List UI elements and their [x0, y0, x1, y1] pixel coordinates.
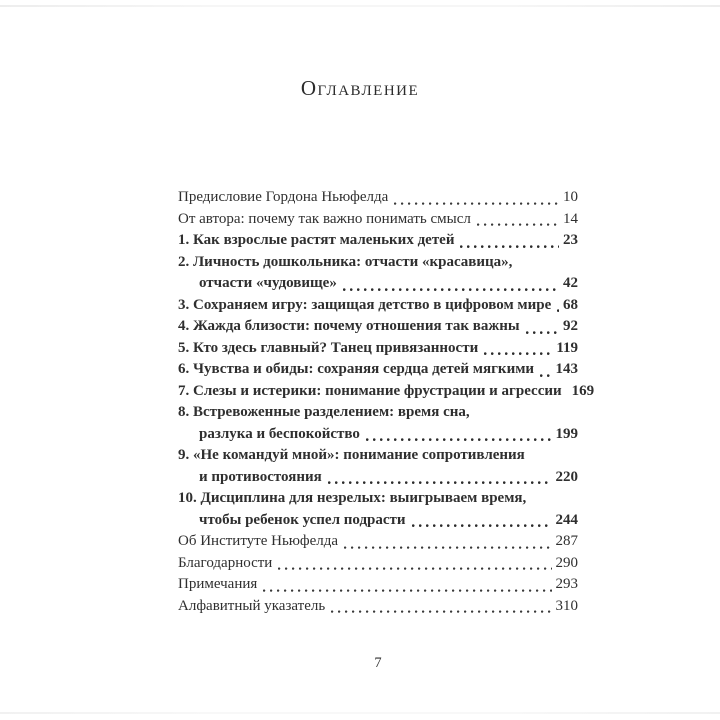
toc-entry — [178, 209, 578, 231]
entry-page-number: 10 — [563, 189, 578, 205]
toc-entry — [178, 295, 578, 317]
entry-label: Об Институте Ньюфелда — [178, 533, 339, 549]
entry-page-number: 290 — [555, 554, 578, 571]
entry-label: Предисловие Гордона Ньюфелда — [178, 189, 389, 205]
toc-entry — [178, 596, 578, 618]
entry-page-number: 68 — [563, 296, 578, 313]
entry-label: и противостояния — [199, 468, 322, 485]
entry-page-number: 14 — [563, 210, 578, 227]
entry-page-number: 92 — [563, 318, 578, 334]
toc-entry — [178, 230, 578, 252]
dot-leader — [343, 288, 559, 291]
entry-page-number: 169 — [571, 382, 595, 399]
entry-label: 5. Кто здесь главный? Танец привязанности — [178, 339, 479, 356]
entry-label: Алфавитный указатель — [178, 597, 326, 614]
page-title: Оглавление — [300, 76, 420, 100]
entry-label: От автора: почему так важно понимать смысл — [178, 210, 471, 227]
footer-page-number: 7 — [374, 655, 382, 671]
dot-leader — [331, 610, 551, 613]
dot-leader — [557, 309, 559, 312]
entry-label: 1. Как взрослые растят маленьких детей — [178, 232, 455, 248]
dot-leader — [484, 352, 552, 355]
entry-page-number: 119 — [556, 339, 578, 356]
entry-label: отчасти «чудовище» — [199, 275, 337, 291]
toc-entry — [178, 531, 578, 553]
toc-list — [178, 187, 595, 617]
entry-label: 6. Чувства и обиды: сохраняя сердца детей мягкими — [178, 361, 535, 377]
entry-page-number: 143 — [555, 361, 578, 377]
entry-page-number: 220 — [555, 468, 578, 485]
entry-page-number: 287 — [555, 533, 578, 549]
toc-entry — [178, 445, 578, 488]
toc-entry — [178, 359, 578, 381]
entry-label-line1: 9. «Не командуй мной»: понимание сопротивления — [178, 447, 525, 463]
entry-page-number: 244 — [555, 511, 578, 528]
entry-page-number: 42 — [563, 275, 578, 291]
entry-page-number: 199 — [555, 425, 578, 442]
entry-label: Примечания — [178, 576, 258, 592]
toc-entry — [178, 402, 578, 445]
entry-label: 4. Жажда близости: почему отношения так важны — [178, 318, 520, 334]
entry-page-number: 23 — [563, 232, 578, 248]
toc-entry — [178, 187, 578, 209]
dot-leader — [460, 245, 559, 248]
dot-leader — [278, 567, 551, 570]
entry-label-line1: 2. Личность дошкольника: отчасти «красавица», — [178, 253, 513, 270]
dot-leader — [540, 374, 551, 377]
dot-leader — [366, 438, 552, 441]
dot-leader — [344, 546, 551, 549]
dot-leader — [263, 589, 551, 592]
toc-entry — [178, 488, 578, 531]
dot-leader — [477, 223, 559, 226]
entry-label-line1: 8. Встревоженные разделением: время сна, — [178, 404, 470, 420]
entry-label-line1: 10. Дисциплина для незрелых: выигрываем время, — [178, 490, 527, 506]
dot-leader — [412, 524, 552, 527]
dot-leader — [526, 331, 559, 334]
entry-label: разлука и беспокойство — [199, 425, 360, 442]
dot-leader — [394, 202, 559, 205]
entry-label: Благодарности — [178, 554, 273, 571]
entry-page-number: 310 — [555, 597, 578, 614]
toc-entry — [178, 338, 578, 360]
toc-entry — [178, 553, 578, 575]
toc-entry — [178, 316, 578, 338]
entry-label: 3. Сохраняем игру: защищая детство в цифровом мире — [178, 296, 552, 313]
entry-label: 7. Слезы и истерики: понимание фрустрации и агрессии — [178, 382, 562, 399]
entry-page-number: 293 — [555, 576, 578, 592]
dot-leader — [328, 481, 552, 484]
entry-label: чтобы ребенок успел подрасти — [199, 511, 406, 528]
toc-entry — [178, 252, 578, 295]
toc-entry — [178, 381, 595, 403]
toc-entry — [178, 574, 578, 596]
